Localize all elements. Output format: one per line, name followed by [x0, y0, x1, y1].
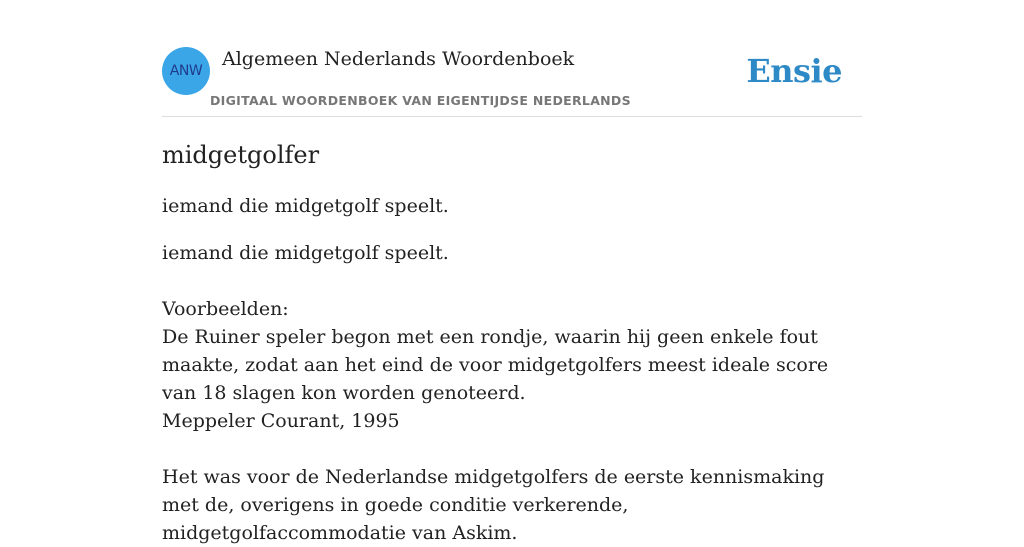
site-subtitle: DIGITAAL WOORDENBOEK VAN EIGENTIJDSE NEDERLANDS: [210, 93, 631, 108]
example-text: Het was voor de Nederlandse midgetgolfers de eerste kennismaking met de, overigens in goede conditie verkerende, midgetgolfaccommodatie van Askim.: [162, 466, 825, 544]
example-text: De Ruiner speler begon met een rondje, waarin hij geen enkele fout maakte, zodat aan het eind de voor midgetgolfers meest ideale score van 18 slagen kon worden genoteerd.: [162, 326, 829, 404]
headword: midgetgolfer: [162, 141, 320, 169]
definition-text: iemand die midgetgolf speelt.: [162, 242, 449, 264]
site-header: [162, 47, 862, 117]
example-source: Meppeler Courant, 1995: [162, 410, 400, 432]
logo-text: ANW: [169, 63, 203, 79]
short-definition: iemand die midgetgolf speelt.: [162, 195, 449, 217]
ensie-brand-link[interactable]: Ensie: [746, 52, 842, 90]
example-block: [162, 463, 862, 547]
examples-label: Voorbeelden:: [162, 298, 289, 320]
examples-section: [162, 295, 862, 435]
site-title[interactable]: Algemeen Nederlands Woordenboek: [222, 48, 575, 70]
full-definition: [162, 239, 862, 547]
entry-content: [162, 192, 862, 547]
anw-logo[interactable]: [162, 47, 210, 95]
